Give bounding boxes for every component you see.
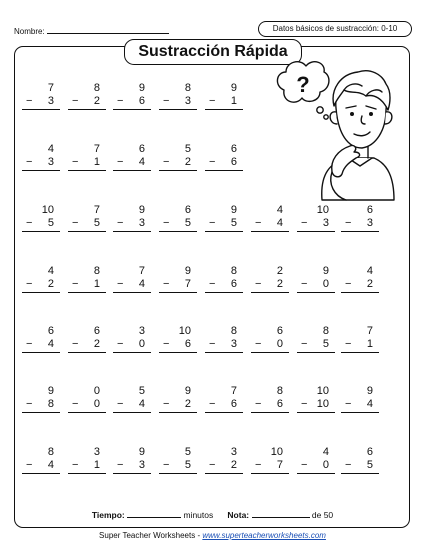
name-label: Nombre: xyxy=(14,27,45,36)
minuend: 5 xyxy=(138,385,145,397)
subtrahend: 2 xyxy=(366,278,373,290)
subtrahend-row xyxy=(341,278,379,293)
minuend: 9 xyxy=(138,446,145,458)
minus-sign: − xyxy=(301,459,308,471)
subtraction-problem xyxy=(68,265,106,293)
minus-sign: − xyxy=(72,459,79,471)
subtraction-problem xyxy=(22,265,60,293)
subtraction-problem xyxy=(341,325,379,353)
minus-sign: − xyxy=(255,459,262,471)
subtraction-problem xyxy=(205,204,243,232)
minus-sign: − xyxy=(72,398,79,410)
time-blank[interactable] xyxy=(127,509,181,518)
question-mark: ? xyxy=(296,72,310,97)
subtraction-problem xyxy=(159,325,197,353)
minuend: 4 xyxy=(322,446,329,458)
subtrahend-row xyxy=(22,95,60,110)
minus-sign: − xyxy=(26,217,33,229)
subtraction-problem xyxy=(205,143,243,171)
subtrahend: 6 xyxy=(138,95,145,107)
subtrahend: 4 xyxy=(138,156,145,168)
subtrahend: 3 xyxy=(138,217,145,229)
minuend: 8 xyxy=(184,82,191,94)
minus-sign: − xyxy=(163,338,170,350)
subtrahend: 3 xyxy=(47,156,54,168)
subtrahend: 0 xyxy=(93,398,100,410)
subtrahend: 3 xyxy=(366,217,373,229)
subtrahend-row xyxy=(341,459,379,474)
minuend: 5 xyxy=(184,143,191,155)
minus-sign: − xyxy=(26,156,33,168)
minus-sign: − xyxy=(72,278,79,290)
subtrahend-row xyxy=(159,217,197,232)
subtrahend: 6 xyxy=(230,398,237,410)
subtrahend: 5 xyxy=(366,459,373,471)
minus-sign: − xyxy=(255,398,262,410)
subtrahend-row xyxy=(113,156,151,171)
subtraction-problem xyxy=(297,325,335,353)
minus-sign: − xyxy=(209,338,216,350)
minuend: 8 xyxy=(276,385,283,397)
minuend: 3 xyxy=(93,446,100,458)
subtrahend: 2 xyxy=(184,156,191,168)
minus-sign: − xyxy=(209,156,216,168)
minus-sign: − xyxy=(163,398,170,410)
minus-sign: − xyxy=(117,278,124,290)
subtrahend: 0 xyxy=(138,338,145,350)
subtrahend-row xyxy=(341,217,379,232)
subtrahend: 1 xyxy=(366,338,373,350)
subtrahend: 2 xyxy=(184,398,191,410)
subtrahend: 1 xyxy=(93,156,100,168)
minuend: 6 xyxy=(47,325,54,337)
minuend: 10 xyxy=(270,446,283,458)
minus-sign: − xyxy=(163,95,170,107)
subtraction-problem xyxy=(113,325,151,353)
name-row xyxy=(14,25,169,36)
subtrahend-row xyxy=(251,278,289,293)
subtrahend: 4 xyxy=(276,217,283,229)
minuend: 9 xyxy=(47,385,54,397)
subtraction-problem xyxy=(68,446,106,474)
subtrahend-row xyxy=(113,398,151,413)
subtrahend: 0 xyxy=(322,459,329,471)
subtraction-problem xyxy=(159,143,197,171)
subtrahend: 3 xyxy=(322,217,329,229)
minuend: 2 xyxy=(276,265,283,277)
subtraction-problem xyxy=(22,143,60,171)
subtraction-problem xyxy=(297,446,335,474)
subtraction-problem xyxy=(251,204,289,232)
subtrahend-row xyxy=(68,217,106,232)
minus-sign: − xyxy=(345,278,352,290)
subtrahend-row xyxy=(205,156,243,171)
subtrahend-row xyxy=(251,217,289,232)
subtrahend-row xyxy=(113,217,151,232)
minuend: 5 xyxy=(184,446,191,458)
minus-sign: − xyxy=(72,217,79,229)
subtraction-problem xyxy=(205,82,243,110)
subtraction-problem xyxy=(251,446,289,474)
minuend: 10 xyxy=(316,385,329,397)
minuend: 9 xyxy=(322,265,329,277)
subtraction-problem xyxy=(68,325,106,353)
subtrahend-row xyxy=(297,338,335,353)
subtraction-problem xyxy=(113,446,151,474)
subtrahend-row xyxy=(251,338,289,353)
minus-sign: − xyxy=(117,156,124,168)
subtraction-problem xyxy=(113,204,151,232)
subtrahend: 8 xyxy=(47,398,54,410)
subtrahend-row xyxy=(205,338,243,353)
subtrahend-row xyxy=(297,459,335,474)
minus-sign: − xyxy=(301,398,308,410)
subtrahend: 4 xyxy=(138,398,145,410)
subtraction-problem xyxy=(113,82,151,110)
minuend: 6 xyxy=(276,325,283,337)
subtrahend: 3 xyxy=(230,338,237,350)
subtrahend: 4 xyxy=(366,398,373,410)
subtrahend: 5 xyxy=(230,217,237,229)
subtraction-problem xyxy=(159,204,197,232)
subtrahend-row xyxy=(159,95,197,110)
minus-sign: − xyxy=(26,338,33,350)
subtrahend: 2 xyxy=(47,278,54,290)
score-label: Nota: xyxy=(227,510,250,520)
minus-sign: − xyxy=(301,278,308,290)
subtraction-problem xyxy=(205,385,243,413)
subtrahend-row xyxy=(251,459,289,474)
minuend: 7 xyxy=(138,265,145,277)
subtrahend: 4 xyxy=(47,459,54,471)
minuend: 0 xyxy=(93,385,100,397)
minus-sign: − xyxy=(255,217,262,229)
subtraction-problem xyxy=(297,385,335,413)
minus-sign: − xyxy=(72,156,79,168)
subtraction-problem xyxy=(68,385,106,413)
minus-sign: − xyxy=(26,278,33,290)
topic-badge: Datos básicos de sustracción: 0-10 xyxy=(258,21,412,37)
subtraction-problem xyxy=(22,325,60,353)
subtrahend-row xyxy=(297,278,335,293)
minus-sign: − xyxy=(209,459,216,471)
subtraction-problem xyxy=(22,82,60,110)
minus-sign: − xyxy=(301,217,308,229)
subtrahend: 6 xyxy=(276,398,283,410)
minuend: 7 xyxy=(93,143,100,155)
subtraction-problem xyxy=(251,325,289,353)
subtrahend: 0 xyxy=(322,278,329,290)
subtrahend-row xyxy=(251,398,289,413)
subtrahend: 3 xyxy=(184,95,191,107)
subtrahend: 4 xyxy=(138,278,145,290)
subtrahend-row xyxy=(113,459,151,474)
subtrahend-row xyxy=(22,156,60,171)
minus-sign: − xyxy=(345,217,352,229)
minus-sign: − xyxy=(163,156,170,168)
subtrahend-row xyxy=(159,398,197,413)
subtrahend: 7 xyxy=(184,278,191,290)
subtraction-problem xyxy=(22,446,60,474)
subtraction-problem xyxy=(341,385,379,413)
subtrahend: 7 xyxy=(276,459,283,471)
minus-sign: − xyxy=(345,459,352,471)
minuend: 10 xyxy=(41,204,54,216)
thinking-boy-illustration xyxy=(270,54,400,204)
score-blank[interactable] xyxy=(252,509,310,518)
subtrahend: 2 xyxy=(276,278,283,290)
subtraction-problem xyxy=(205,446,243,474)
minus-sign: − xyxy=(209,398,216,410)
subtrahend-row xyxy=(341,338,379,353)
subtrahend-row xyxy=(68,278,106,293)
subtraction-problem xyxy=(22,385,60,413)
minuend: 9 xyxy=(184,265,191,277)
subtraction-problem xyxy=(251,265,289,293)
subtrahend-row xyxy=(297,217,335,232)
subtraction-problem xyxy=(159,446,197,474)
minuend: 7 xyxy=(366,325,373,337)
minuend: 9 xyxy=(230,204,237,216)
minus-sign: − xyxy=(163,278,170,290)
minus-sign: − xyxy=(117,95,124,107)
subtrahend: 5 xyxy=(47,217,54,229)
minuend: 6 xyxy=(366,204,373,216)
subtrahend-row xyxy=(113,95,151,110)
minuend: 6 xyxy=(366,446,373,458)
minuend: 10 xyxy=(178,325,191,337)
minuend: 9 xyxy=(138,204,145,216)
subtrahend-row xyxy=(205,459,243,474)
minuend: 9 xyxy=(230,82,237,94)
subtrahend: 2 xyxy=(230,459,237,471)
minus-sign: − xyxy=(301,338,308,350)
subtrahend: 10 xyxy=(316,398,329,410)
subtrahend-row xyxy=(22,278,60,293)
minus-sign: − xyxy=(26,95,33,107)
subtrahend: 5 xyxy=(184,217,191,229)
minuend: 8 xyxy=(93,265,100,277)
subtraction-problem xyxy=(68,82,106,110)
minuend: 8 xyxy=(47,446,54,458)
subtrahend-row xyxy=(159,278,197,293)
minuend: 3 xyxy=(138,325,145,337)
subtrahend: 4 xyxy=(47,338,54,350)
subtrahend-row xyxy=(113,338,151,353)
subtraction-problem xyxy=(159,82,197,110)
minus-sign: − xyxy=(72,338,79,350)
minuend: 8 xyxy=(230,325,237,337)
minuend: 6 xyxy=(93,325,100,337)
subtrahend-row xyxy=(205,398,243,413)
subtraction-problem xyxy=(68,143,106,171)
subtrahend: 6 xyxy=(230,156,237,168)
minuend: 9 xyxy=(138,82,145,94)
minus-sign: − xyxy=(117,217,124,229)
subtrahend: 1 xyxy=(93,459,100,471)
subtrahend-row xyxy=(68,459,106,474)
subtraction-problem xyxy=(113,265,151,293)
minus-sign: − xyxy=(209,217,216,229)
minus-sign: − xyxy=(117,459,124,471)
subtrahend: 0 xyxy=(276,338,283,350)
minus-sign: − xyxy=(345,398,352,410)
minus-sign: − xyxy=(117,398,124,410)
credit-line xyxy=(0,531,425,540)
name-line[interactable] xyxy=(47,25,169,34)
minus-sign: − xyxy=(72,95,79,107)
minuend: 6 xyxy=(230,143,237,155)
subtrahend: 3 xyxy=(138,459,145,471)
time-label: Tiempo: xyxy=(91,510,125,520)
minuend: 8 xyxy=(93,82,100,94)
subtrahend-row xyxy=(159,338,197,353)
minus-sign: − xyxy=(255,278,262,290)
subtrahend-row xyxy=(341,398,379,413)
minus-sign: − xyxy=(163,459,170,471)
subtrahend: 2 xyxy=(93,95,100,107)
subtrahend-row xyxy=(22,217,60,232)
subtrahend: 6 xyxy=(184,338,191,350)
minuend: 4 xyxy=(47,143,54,155)
subtrahend: 3 xyxy=(47,95,54,107)
minuend: 9 xyxy=(184,385,191,397)
subtrahend-row xyxy=(22,338,60,353)
footer-scoring xyxy=(0,509,425,520)
minus-sign: − xyxy=(117,338,124,350)
subtrahend-row xyxy=(297,398,335,413)
time-unit: minutos xyxy=(183,510,214,520)
subtraction-problem xyxy=(341,204,379,232)
subtraction-problem xyxy=(341,446,379,474)
subtrahend-row xyxy=(68,156,106,171)
subtrahend-row xyxy=(205,217,243,232)
minuend: 4 xyxy=(366,265,373,277)
subtrahend: 6 xyxy=(230,278,237,290)
subtrahend-row xyxy=(113,278,151,293)
minus-sign: − xyxy=(255,338,262,350)
minuend: 4 xyxy=(276,204,283,216)
subtrahend: 1 xyxy=(230,95,237,107)
minuend: 6 xyxy=(138,143,145,155)
minus-sign: − xyxy=(345,338,352,350)
subtraction-problem xyxy=(341,265,379,293)
subtrahend-row xyxy=(68,95,106,110)
subtraction-problem xyxy=(159,265,197,293)
subtraction-problem xyxy=(159,385,197,413)
minus-sign: − xyxy=(163,217,170,229)
subtrahend: 5 xyxy=(184,459,191,471)
subtrahend: 5 xyxy=(93,217,100,229)
minuend: 4 xyxy=(47,265,54,277)
subtraction-problem xyxy=(68,204,106,232)
subtrahend-row xyxy=(159,459,197,474)
subtraction-problem xyxy=(251,385,289,413)
minuend: 7 xyxy=(93,204,100,216)
minuend: 3 xyxy=(230,446,237,458)
minuend: 9 xyxy=(366,385,373,397)
score-suffix: de 50 xyxy=(311,510,334,520)
minuend: 7 xyxy=(47,82,54,94)
subtrahend: 1 xyxy=(93,278,100,290)
subtraction-problem xyxy=(297,204,335,232)
subtrahend-row xyxy=(22,398,60,413)
subtrahend-row xyxy=(159,156,197,171)
subtrahend-row xyxy=(22,459,60,474)
subtrahend: 5 xyxy=(322,338,329,350)
subtraction-problem xyxy=(113,385,151,413)
page-title: Sustracción Rápida xyxy=(124,39,302,65)
minus-sign: − xyxy=(26,459,33,471)
subtrahend-row xyxy=(68,338,106,353)
subtrahend-row xyxy=(205,95,243,110)
subtraction-problem xyxy=(113,143,151,171)
subtraction-problem xyxy=(22,204,60,232)
minuend: 8 xyxy=(230,265,237,277)
minus-sign: − xyxy=(26,398,33,410)
minuend: 8 xyxy=(322,325,329,337)
subtraction-problem xyxy=(205,325,243,353)
minus-sign: − xyxy=(209,278,216,290)
subtrahend-row xyxy=(205,278,243,293)
credit-brand: Super Teacher Worksheets - xyxy=(99,531,203,540)
minuend: 10 xyxy=(316,204,329,216)
credit-url[interactable]: www.superteacherworksheets.com xyxy=(202,531,326,540)
subtraction-problem xyxy=(297,265,335,293)
subtraction-problem xyxy=(205,265,243,293)
minus-sign: − xyxy=(209,95,216,107)
minuend: 7 xyxy=(230,385,237,397)
subtrahend: 2 xyxy=(93,338,100,350)
subtrahend-row xyxy=(68,398,106,413)
minuend: 6 xyxy=(184,204,191,216)
